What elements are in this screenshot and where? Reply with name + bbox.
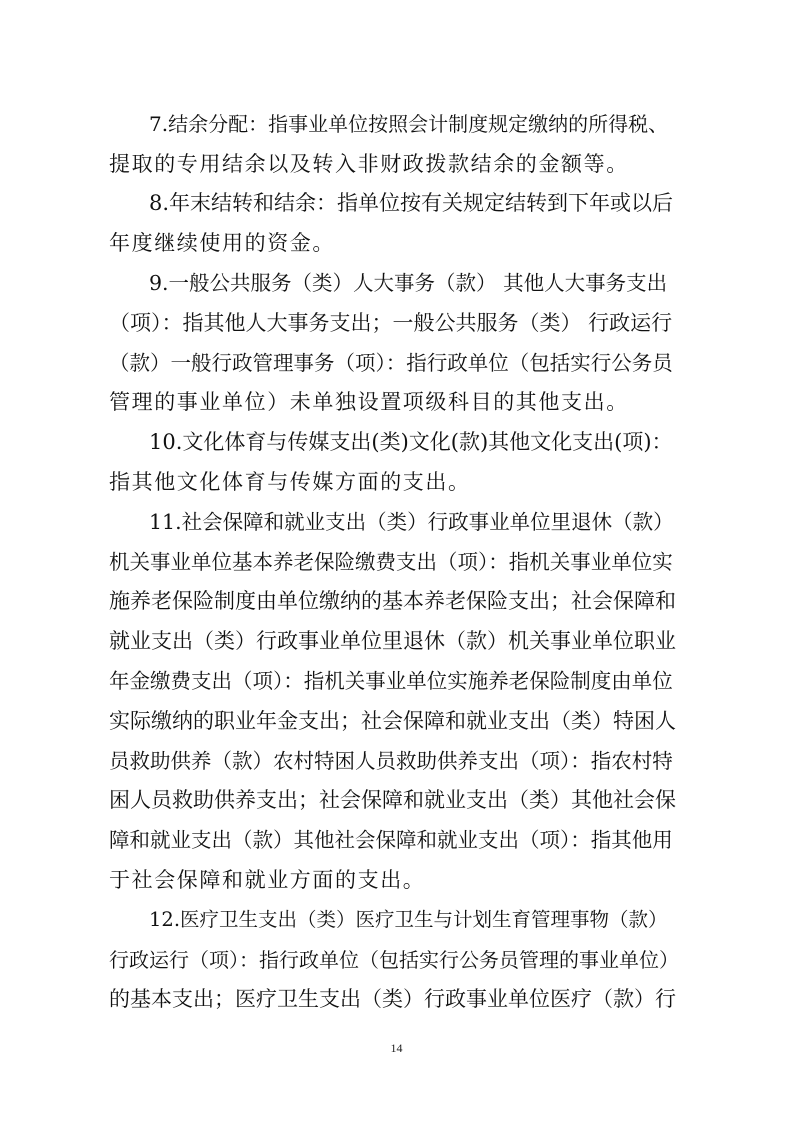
paragraph-9-line-1: 9.一般公共服务（类）人大事务（款） 其他人大事务支出 <box>149 271 668 295</box>
paragraph-9-line-2: （项）：指其他人大事务支出；一般公共服务（类） 行政运行 <box>109 311 673 335</box>
paragraph-12-line-1: 12.医疗卫生支出（类）医疗卫生与计划生育管理事物（款） <box>149 908 668 931</box>
paragraph-11-line-9: 障和就业支出（款）其他社会保障和就业支出（项）：指其他用 <box>109 828 673 852</box>
paragraph-12-line-2: 行政运行（项）：指行政单位（包括实行公务员管理的事业单位） <box>109 948 679 972</box>
paragraph-10-line-1: 10.文化体育与传媒支出(类)文化(款)其他文化支出(项)： <box>149 430 673 454</box>
paragraph-11-line-5: 年金缴费支出（项）：指机关事业单位实施养老保险制度由单位 <box>109 669 673 693</box>
paragraph-7-line-2: 提取的专用结余以及转入非财政拨款结余的金额等。 <box>109 152 629 176</box>
paragraph-11-line-6: 实际缴纳的职业年金支出；社会保障和就业支出（类）特困人 <box>109 709 676 733</box>
paragraph-11-line-10: 于社会保障和就业方面的支出。 <box>109 868 426 892</box>
paragraph-11-line-7: 员救助供养（款）农村特困人员救助供养支出（项）：指农村特 <box>109 749 673 773</box>
paragraph-11-line-1: 11.社会保障和就业支出（类）行政事业单位里退休（款） <box>149 510 674 534</box>
paragraph-12-line-3: 的基本支出；医疗卫生支出（类）行政事业单位医疗（款）行 <box>109 987 676 1011</box>
paragraph-11-line-3: 施养老保险制度由单位缴纳的基本养老保险支出；社会保障和 <box>109 589 676 613</box>
paragraph-9-line-3: （款）一般行政管理事务（项）：指行政单位（包括实行公务员 <box>109 351 673 375</box>
page-number: 14 <box>390 1041 403 1055</box>
paragraph-11-line-8: 困人员救助供养支出；社会保障和就业支出（类）其他社会保 <box>109 788 676 812</box>
paragraph-9-line-4: 管理的事业单位）未单独设置项级科目的其他支出。 <box>109 390 629 414</box>
paragraph-8-line-2: 年度继续使用的资金。 <box>109 231 335 255</box>
paragraph-10-line-2: 指其他文化体育与传媒方面的支出。 <box>109 470 471 494</box>
paragraph-7-line-1: 7.结余分配：指事业单位按照会计制度规定缴纳的所得税、 <box>149 112 669 136</box>
paragraph-11-line-2: 机关事业单位基本养老保险缴费支出（项）：指机关事业单位实 <box>109 550 673 574</box>
paragraph-11-line-4: 就业支出（类）行政事业单位里退休（款）机关事业单位职业 <box>109 629 676 653</box>
paragraph-8-line-1: 8.年末结转和结余：指单位按有关规定结转到下年或以后 <box>149 191 674 215</box>
